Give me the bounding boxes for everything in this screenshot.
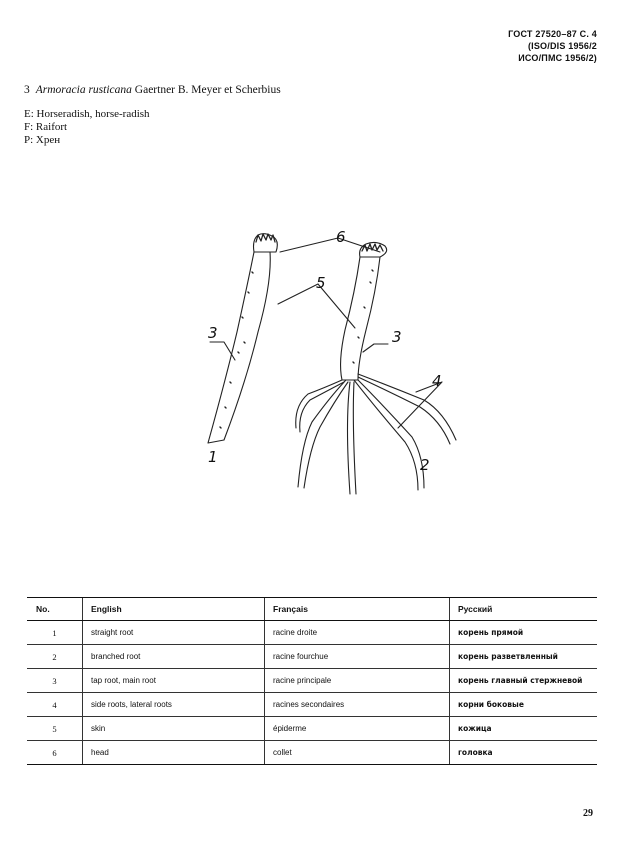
- cell-no: 4: [27, 693, 83, 717]
- straight-root-outline: [208, 252, 270, 443]
- cell-french: collet: [265, 741, 450, 765]
- french-name: F: Raifort: [24, 121, 68, 133]
- cell-french: racine principale: [265, 669, 450, 693]
- cell-russian: головка: [450, 741, 598, 765]
- table-row: [27, 621, 597, 645]
- english-name: E: Horseradish, horse-radish: [24, 108, 150, 120]
- latin-name: Armoracia rusticana: [35, 84, 132, 96]
- standard-code-header: [508, 28, 597, 64]
- cell-russian: кожица: [450, 717, 598, 741]
- leader-line-3: [363, 344, 388, 352]
- cell-english: side roots, lateral roots: [83, 693, 265, 717]
- side-root: [354, 380, 418, 490]
- cell-no: 1: [27, 621, 83, 645]
- cell-no: 3: [27, 669, 83, 693]
- iso-pms-code-line: ИСО/ПМС 1956/2): [518, 53, 597, 63]
- authors: Gaertner B. Meyer et Scherbius: [134, 84, 281, 96]
- table-row: [27, 741, 597, 765]
- figure-label-4: 4: [432, 372, 442, 390]
- header-french: Français: [265, 598, 450, 621]
- table-row: [27, 717, 597, 741]
- cell-english: tap root, main root: [83, 669, 265, 693]
- cell-french: épiderme: [265, 717, 450, 741]
- cell-russian: корень главный стержневой: [450, 669, 598, 693]
- cell-russian: корни боковые: [450, 693, 598, 717]
- figure-label-3: 3: [208, 324, 218, 342]
- terms-table: [27, 597, 597, 765]
- table-row: [27, 669, 597, 693]
- side-root: [348, 382, 351, 494]
- russian-name: P: Хрен: [24, 134, 61, 146]
- figure-label-2: 2: [420, 456, 430, 474]
- table-row: [27, 693, 597, 717]
- cell-english: head: [83, 741, 265, 765]
- cell-english: straight root: [83, 621, 265, 645]
- cell-russian: корень разветвленный: [450, 645, 598, 669]
- cell-russian: корень прямой: [450, 621, 598, 645]
- iso-code-line: (ISO/DIS 1956/2: [527, 41, 597, 51]
- figure-label-3: 3: [392, 328, 402, 346]
- table-row: [27, 645, 597, 669]
- header-no: No.: [27, 598, 83, 621]
- page-number: 29: [583, 808, 593, 819]
- cell-english: branched root: [83, 645, 265, 669]
- standard-code-line: ГОСТ 27520–87 С. 4: [508, 29, 597, 39]
- figure-label-6: 6: [336, 228, 346, 246]
- table-header-row: [27, 598, 597, 621]
- cell-french: racine fourchue: [265, 645, 450, 669]
- cell-no: 5: [27, 717, 83, 741]
- entry-number: 3: [24, 84, 30, 96]
- entry-title: [24, 84, 281, 96]
- cell-no: 6: [27, 741, 83, 765]
- figure-label-5: 5: [316, 274, 326, 292]
- cell-french: racine droite: [265, 621, 450, 645]
- cell-english: skin: [83, 717, 265, 741]
- cell-french: racines secondaires: [265, 693, 450, 717]
- header-russian: Русский: [450, 598, 598, 621]
- header-english: English: [83, 598, 265, 621]
- common-names: [24, 108, 150, 147]
- cell-no: 2: [27, 645, 83, 669]
- figure-label-1: 1: [208, 448, 218, 466]
- horseradish-root-illustration: [180, 222, 480, 502]
